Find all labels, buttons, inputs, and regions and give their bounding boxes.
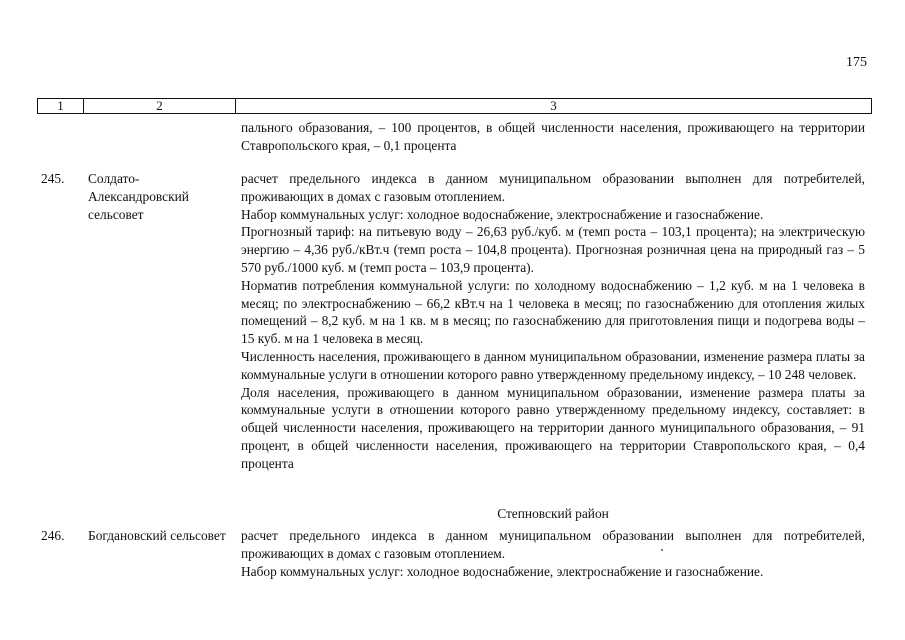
entry-paragraph: расчет предельного индекса в данном муниципальном образовании выполнен для потребителей, проживающих в домах с газовым отоплением. <box>241 171 865 204</box>
entry-description <box>241 170 865 473</box>
entry-paragraph: расчет предельного индекса в данном муниципальном образовании выполнен для потребителей, проживающих в домах с газовым отоплением. <box>241 528 865 561</box>
entry-paragraph: Набор коммунальных услуг: холодное водоснабжение, электроснабжение и газоснабжение. <box>241 563 764 579</box>
header-col-3: 3 <box>550 98 557 113</box>
section-title: Степновский район <box>497 506 609 521</box>
entry-paragraph: Численность населения, проживающего в данном муниципальном образовании, изменение размера платы за коммунальные услуги в отношении которого равно утвержденному предельному индексу, – 10 248 человек. <box>241 348 865 382</box>
entry-number: 246. <box>41 528 65 543</box>
entry-name-text: Богдановский сельсовет <box>88 528 226 543</box>
entry-paragraph: Доля населения, проживающего в данном муниципальном образовании, изменение размера платы за коммунальные услуги в отношении которого равно утвержденному предельному индексу, составляет: в общей численности населения, проживающего на территории данного муниципального образования, – 91 процент, в общей численности населения, проживающего на территории Ставропольского края, – 0,4 процента <box>241 384 865 471</box>
header-col-2: 2 <box>84 99 236 113</box>
entry-description <box>241 527 865 580</box>
header-col-1: 1 <box>38 99 84 113</box>
scan-speck <box>661 549 663 551</box>
table-header <box>37 98 872 114</box>
entry-paragraph: Норматив потребления коммунальной услуги: по холодному водоснабжению – 1,2 куб. м на 1 человека в месяц; по электроснабжению – 66,2 кВт.ч на 1 человека в месяц; по газоснабжению для отопления жилых помещений – 8,2 куб. м на 1 кв. м в месяц; по газоснабжению для приготовления пищи и подогрева воды – 15 куб. м на 1 человека в месяц. <box>241 277 865 347</box>
entry-paragraph: Прогнозный тариф: на питьевую воду – 26,63 руб./куб. м (темп роста – 103,1 процента); на электрическую энергию – 4,36 руб./кВт.ч (темп роста – 104,8 процента). Прогнозная розничная цена на природный газ – 5 570 руб./1000 куб. м (темп роста – 103,9 процента). <box>241 224 865 275</box>
entry-name-text: Солдато-Александровский сельсовет <box>88 171 189 222</box>
continuation-paragraph: пального образования, – 100 процентов, в общей численности населения, проживающего на территории Ставропольского края, – 0,1 процента <box>241 120 865 153</box>
continuation-text <box>241 119 865 155</box>
page-number: 175 <box>846 55 867 70</box>
entry-paragraph: Набор коммунальных услуг: холодное водоснабжение, электроснабжение и газоснабжение. <box>241 206 764 222</box>
entry-name <box>88 527 231 545</box>
entry-name <box>88 170 231 223</box>
entry-number: 245. <box>41 171 65 186</box>
